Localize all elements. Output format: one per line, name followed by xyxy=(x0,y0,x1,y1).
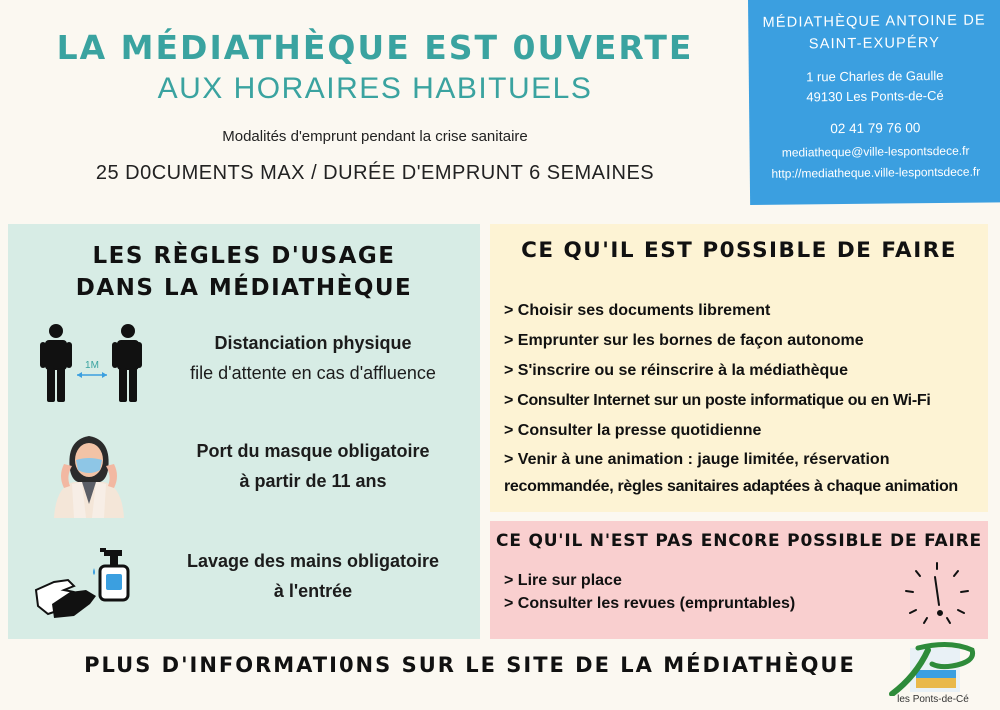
main-title: LA MÉDIATHÈQUE EST 0UVERTE xyxy=(56,28,694,67)
list-item: > Lire sur place xyxy=(504,572,622,589)
loan-limits: 25 D0CUMENTS MAX / DURÉE D'EMPRUNT 6 SEMAINES xyxy=(95,162,655,184)
library-name: MÉDIATHÈQUE ANTOINE DE SAINT-EXUPÉRY xyxy=(762,12,986,53)
library-email[interactable]: mediatheque@ville-lespontsdece.fr xyxy=(781,143,970,160)
library-phone: 02 41 79 76 00 xyxy=(830,120,921,137)
town-logo-label: les Ponts-de-Cé xyxy=(897,694,969,705)
not-yet-allowed-panel xyxy=(490,521,988,639)
rule-distancing-title: Distanciation physique xyxy=(214,333,412,353)
rule-handwashing-title: Lavage des mains obligatoire xyxy=(186,551,440,571)
list-item: > Venir à une animation : jauge limitée, réservation xyxy=(504,451,890,468)
list-item: recommandée, règles sanitaires adaptées à chaque animation xyxy=(504,478,958,495)
rule-distancing-detail: file d'attente en cas d'affluence xyxy=(190,363,436,383)
list-item: > S'inscrire ou se réinscrire à la médiathèque xyxy=(504,362,848,379)
alert-icon xyxy=(902,561,972,631)
not-yet-allowed-title: CE QU'IL N'EST PAS ENC0RE P0SSIBLE DE FAIRE xyxy=(496,531,982,551)
loan-conditions-intro: Modalités d'emprunt pendant la crise sanitaire xyxy=(222,128,528,145)
face-mask-icon xyxy=(34,424,144,514)
allowed-activities-title: CE QU'IL EST P0SSIBLE DE FAIRE xyxy=(521,238,957,263)
rule-handwashing-detail: à l'entrée xyxy=(273,581,353,601)
usage-rules-panel xyxy=(8,224,480,639)
list-item: > Choisir ses documents librement xyxy=(504,302,771,319)
list-item: > Consulter Internet sur un poste informatique ou en Wi-Fi xyxy=(504,392,931,409)
rule-mask-detail: à partir de 11 ans xyxy=(239,471,387,491)
list-item: > Emprunter sur les bornes de façon autonome xyxy=(504,332,864,349)
main-subtitle: AUX HORAIRES HABITUELS xyxy=(157,72,593,105)
svg-text:1M: 1M xyxy=(85,360,99,371)
list-item: > Consulter la presse quotidienne xyxy=(504,422,762,439)
allowed-activities-list xyxy=(504,296,958,500)
rule-mask-title: Port du masque obligatoire xyxy=(196,441,430,461)
library-address: 1 rue Charles de Gaulle 49130 Les Ponts-de-Cé xyxy=(806,67,944,105)
contact-card xyxy=(748,0,1000,205)
list-item: > Consulter les revues (empruntables) xyxy=(504,595,796,612)
hand-sanitizer-icon xyxy=(34,546,144,636)
social-distancing-icon xyxy=(34,322,144,412)
allowed-activities-panel xyxy=(490,224,988,512)
more-info-footer: PLUS D'INFORMATI0NS SUR LE SITE DE LA MÉDIATHÈQUE xyxy=(84,653,856,677)
usage-rules-title: LES RÈGLES D'USAGE DANS LA MÉDIATHÈQUE xyxy=(75,243,413,301)
library-website[interactable]: http://mediatheque.ville-lespontsdece.fr xyxy=(771,164,981,181)
not-yet-allowed-list xyxy=(504,569,795,615)
header xyxy=(0,0,750,200)
